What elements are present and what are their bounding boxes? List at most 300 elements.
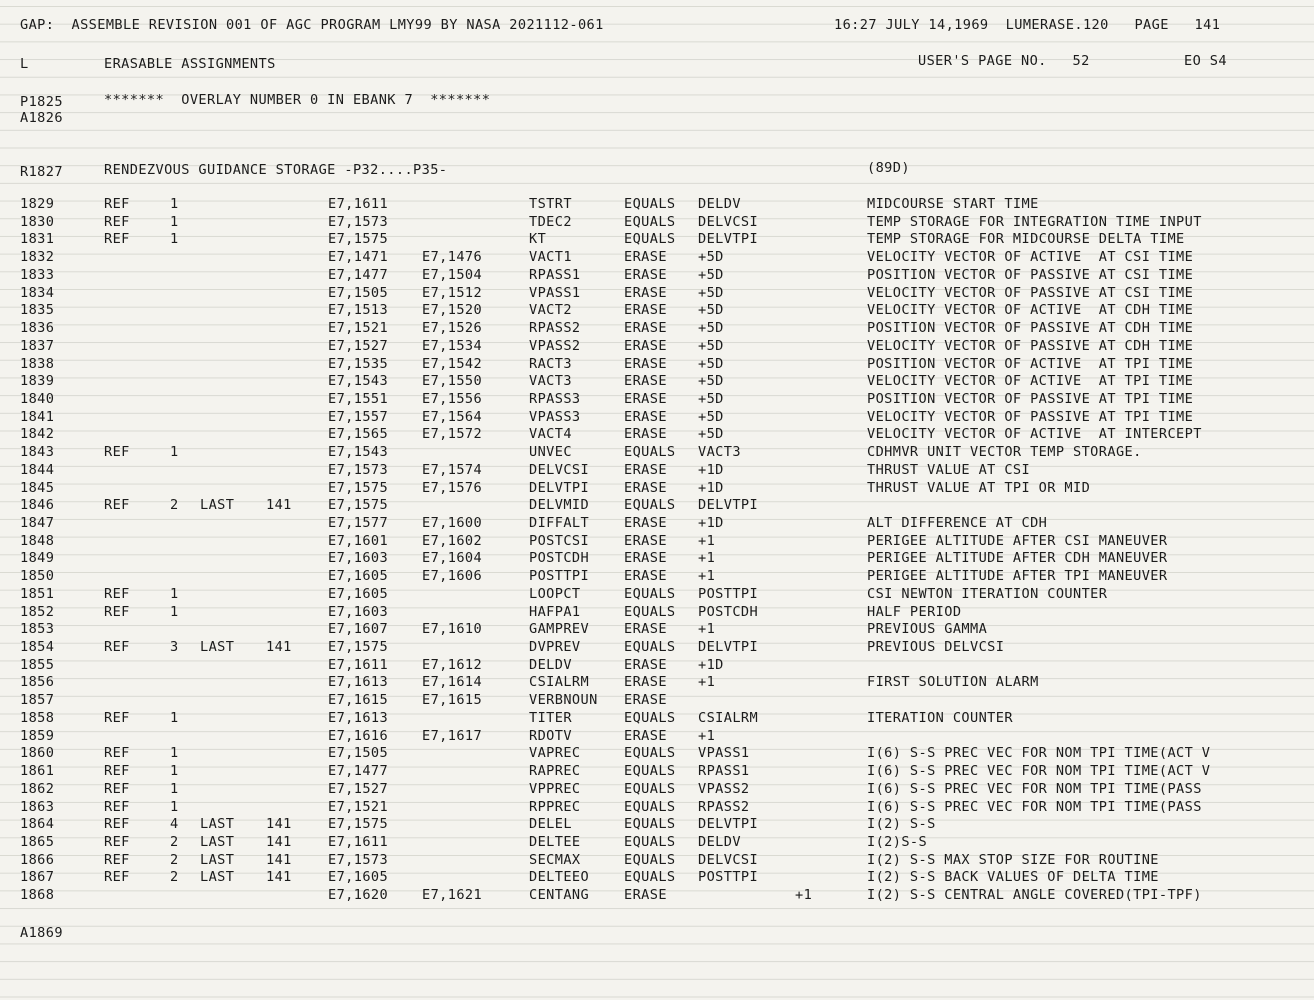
operand: +5D <box>698 320 724 336</box>
address-end: E7,1612 <box>422 656 483 673</box>
symbol-name: VPASS3 <box>529 408 581 425</box>
comment: VELOCITY VECTOR OF ACTIVE AT CSI TIME <box>867 249 1194 266</box>
address-start: E7,1603 <box>328 550 389 567</box>
comment: PERIGEE ALTITUDE AFTER TPI MANEUVER <box>867 568 1168 585</box>
comment: I(6) S-S PREC VEC FOR NOM TPI TIME(ACT V <box>867 745 1211 762</box>
operand: +5D <box>698 390 724 407</box>
symbol-name: POSTCDH <box>529 550 590 567</box>
section-size-note: (89D) <box>867 160 910 176</box>
ref-count: 1 <box>170 745 179 762</box>
ref-keyword: REF <box>104 851 130 868</box>
line-number: 1847 <box>20 515 55 531</box>
symbol-name: POSTCSI <box>529 532 590 549</box>
address-start: E7,1613 <box>328 674 389 691</box>
line-number: 1850 <box>20 568 55 585</box>
address-start: E7,1613 <box>328 709 389 726</box>
line-number: 1863 <box>20 798 55 815</box>
comment: ITERATION COUNTER <box>867 709 1013 726</box>
operation: EQUALS <box>624 763 676 779</box>
ref-count: 1 <box>170 709 179 726</box>
table-row <box>0 285 1314 303</box>
address-end: E7,1610 <box>422 621 483 638</box>
header-date-page: 16:27 JULY 14,1969 LUMERASE.120 PAGE 141 <box>834 17 1221 33</box>
symbol-name: VACT1 <box>529 249 572 266</box>
comment: I(6) S-S PREC VEC FOR NOM TPI TIME(ACT V <box>867 763 1211 779</box>
symbol-name: UNVEC <box>529 444 572 461</box>
operation: EQUALS <box>624 497 676 514</box>
comment: I(2) S-S <box>867 816 936 833</box>
table-row <box>0 550 1314 568</box>
symbol-name: CENTANG <box>529 887 590 904</box>
table-row <box>0 426 1314 444</box>
symbol-name: DELEL <box>529 816 572 833</box>
operand: +1 <box>698 568 716 585</box>
comment: POSITION VECTOR OF ACTIVE AT TPI TIME <box>867 355 1194 372</box>
symbol-name: RACT3 <box>529 355 572 372</box>
line-number: 1841 <box>20 408 55 425</box>
comment: TEMP STORAGE FOR INTEGRATION TIME INPUT <box>867 213 1202 230</box>
line-number: 1844 <box>20 461 55 478</box>
last-page: 141 <box>266 497 292 514</box>
operation: ERASE <box>624 337 667 354</box>
operand: POSTTPI <box>698 585 759 602</box>
operand: DELVTPI <box>698 639 759 655</box>
operand: +5D <box>698 284 724 301</box>
operation: EQUALS <box>624 798 676 815</box>
table-row <box>0 604 1314 622</box>
operand: +5D <box>698 373 724 390</box>
operand: RPASS1 <box>698 763 750 779</box>
line-number: 1845 <box>20 479 55 496</box>
operation: ERASE <box>624 887 667 904</box>
section-title: ERASABLE ASSIGNMENTS <box>104 56 276 72</box>
address-end: E7,1556 <box>422 390 483 407</box>
symbol-name: DELDV <box>529 656 572 673</box>
line-number: 1860 <box>20 745 55 762</box>
operand: VACT3 <box>698 444 741 461</box>
comment: PREVIOUS GAMMA <box>867 621 988 638</box>
operation: EQUALS <box>624 851 676 868</box>
line-number: 1851 <box>20 585 55 602</box>
comment: CSI NEWTON ITERATION COUNTER <box>867 585 1108 602</box>
table-row <box>0 480 1314 498</box>
line-number: 1838 <box>20 355 55 372</box>
operand: +5D <box>698 302 724 319</box>
symbol-name: VAPREC <box>529 745 581 762</box>
table-row <box>0 462 1314 480</box>
operation: ERASE <box>624 621 667 638</box>
comment: POSITION VECTOR OF PASSIVE AT CDH TIME <box>867 320 1194 336</box>
symbol-name: VPPREC <box>529 780 581 797</box>
table-row <box>0 657 1314 675</box>
address-start: E7,1573 <box>328 461 389 478</box>
address-end: E7,1526 <box>422 320 483 336</box>
operation: EQUALS <box>624 231 676 248</box>
symbol-name: DELVCSI <box>529 461 590 478</box>
table-row <box>0 869 1314 887</box>
operation: ERASE <box>624 408 667 425</box>
last-keyword: LAST <box>200 851 235 868</box>
last-keyword: LAST <box>200 639 235 655</box>
table-row <box>0 391 1314 409</box>
operand: +5D <box>698 337 724 354</box>
last-page: 141 <box>266 639 292 655</box>
operation: EQUALS <box>624 603 676 620</box>
line-number: 1834 <box>20 284 55 301</box>
operation: ERASE <box>624 373 667 390</box>
ref-count: 1 <box>170 603 179 620</box>
operand: CSIALRM <box>698 709 759 726</box>
symbol-name: RPASS1 <box>529 266 581 283</box>
address-end: E7,1512 <box>422 284 483 301</box>
comment: VELOCITY VECTOR OF PASSIVE AT TPI TIME <box>867 408 1194 425</box>
table-row <box>0 887 1314 905</box>
comment: ALT DIFFERENCE AT CDH <box>867 515 1048 531</box>
table-row <box>0 373 1314 391</box>
line-number: A1869 <box>20 925 63 941</box>
line-number: R1827 <box>20 164 63 180</box>
operand: +1 <box>698 532 716 549</box>
ref-keyword: REF <box>104 816 130 833</box>
operand: +1D <box>698 479 724 496</box>
address-start: E7,1605 <box>328 585 389 602</box>
operation: EQUALS <box>624 833 676 850</box>
address-end: E7,1542 <box>422 355 483 372</box>
ref-keyword: REF <box>104 763 130 779</box>
ref-count: 2 <box>170 833 179 850</box>
operand: +5D <box>698 355 724 372</box>
table-row <box>0 231 1314 249</box>
line-number: 1855 <box>20 656 55 673</box>
line-number: A1826 <box>20 110 63 126</box>
operation: ERASE <box>624 568 667 585</box>
symbol-name: DELTEE <box>529 833 581 850</box>
line-number: 1831 <box>20 231 55 248</box>
address-end: E7,1476 <box>422 249 483 266</box>
address-start: E7,1521 <box>328 320 389 336</box>
operation: ERASE <box>624 674 667 691</box>
operand: DELVCSI <box>698 213 759 230</box>
address-start: E7,1513 <box>328 302 389 319</box>
address-end: E7,1615 <box>422 692 483 709</box>
line-number: 1836 <box>20 320 55 336</box>
symbol-name: DELTEEO <box>529 869 590 886</box>
operation: ERASE <box>624 479 667 496</box>
line-number: 1862 <box>20 780 55 797</box>
line-number: 1846 <box>20 497 55 514</box>
operation: ERASE <box>624 249 667 266</box>
comment: THRUST VALUE AT TPI OR MID <box>867 479 1091 496</box>
operation: EQUALS <box>624 745 676 762</box>
symbol-name: CSIALRM <box>529 674 590 691</box>
operand: +1 <box>698 621 716 638</box>
symbol-name: DELVMID <box>529 497 590 514</box>
symbol-name: TDEC2 <box>529 213 572 230</box>
address-end: E7,1617 <box>422 727 483 744</box>
last-page: 141 <box>266 816 292 833</box>
table-row <box>0 639 1314 657</box>
comment: TEMP STORAGE FOR MIDCOURSE DELTA TIME <box>867 231 1185 248</box>
comment: PERIGEE ALTITUDE AFTER CDH MANEUVER <box>867 550 1168 567</box>
operation: ERASE <box>624 302 667 319</box>
line-number: 1865 <box>20 833 55 850</box>
table-row <box>0 568 1314 586</box>
operation: ERASE <box>624 461 667 478</box>
operation: ERASE <box>624 390 667 407</box>
comment: I(6) S-S PREC VEC FOR NOM TPI TIME(PASS <box>867 798 1202 815</box>
ref-keyword: REF <box>104 444 130 461</box>
ref-keyword: REF <box>104 196 130 212</box>
table-row <box>0 763 1314 781</box>
ref-count: 1 <box>170 444 179 461</box>
table-row <box>0 728 1314 746</box>
symbol-name: DELVTPI <box>529 479 590 496</box>
ref-count: 1 <box>170 196 179 212</box>
ref-keyword: REF <box>104 231 130 248</box>
symbol-name: GAMPREV <box>529 621 590 638</box>
operand: DELVTPI <box>698 497 759 514</box>
operand: DELDV <box>698 833 741 850</box>
address-start: E7,1575 <box>328 479 389 496</box>
comment: PERIGEE ALTITUDE AFTER CSI MANEUVER <box>867 532 1168 549</box>
operand: VPASS2 <box>698 780 750 797</box>
operand: DELVCSI <box>698 851 759 868</box>
table-row <box>0 710 1314 728</box>
operand: +1D <box>698 461 724 478</box>
symbol-name: TITER <box>529 709 572 726</box>
ref-keyword: REF <box>104 603 130 620</box>
operation: ERASE <box>624 550 667 567</box>
ref-keyword: REF <box>104 869 130 886</box>
comment: I(6) S-S PREC VEC FOR NOM TPI TIME(PASS <box>867 780 1202 797</box>
symbol-name: VACT3 <box>529 373 572 390</box>
line-number: 1843 <box>20 444 55 461</box>
address-end: E7,1574 <box>422 461 483 478</box>
comment: HALF PERIOD <box>867 603 962 620</box>
operation: ERASE <box>624 656 667 673</box>
comment: I(2) S-S CENTRAL ANGLE COVERED(TPI-TPF) <box>867 887 1202 904</box>
address-start: E7,1605 <box>328 568 389 585</box>
operand: +1 <box>698 727 716 744</box>
operation: ERASE <box>624 692 667 709</box>
page-code: EO S4 <box>1184 53 1227 69</box>
header-assembly-line: GAP: ASSEMBLE REVISION 001 OF AGC PROGRAM LMY99 BY NASA 2021112-061 <box>20 17 604 33</box>
comment: FIRST SOLUTION ALARM <box>867 674 1039 691</box>
table-row <box>0 214 1314 232</box>
ref-count: 1 <box>170 231 179 248</box>
operation: ERASE <box>624 320 667 336</box>
address-start: E7,1603 <box>328 603 389 620</box>
operation: ERASE <box>624 532 667 549</box>
address-end: E7,1564 <box>422 408 483 425</box>
operation: ERASE <box>624 426 667 443</box>
line-number: 1864 <box>20 816 55 833</box>
address-start: E7,1611 <box>328 833 389 850</box>
comment: VELOCITY VECTOR OF ACTIVE AT CDH TIME <box>867 302 1194 319</box>
ref-keyword: REF <box>104 585 130 602</box>
overlay-banner: ******* OVERLAY NUMBER 0 IN EBANK 7 ******* <box>104 92 491 108</box>
ref-count: 3 <box>170 639 179 655</box>
ref-keyword: REF <box>104 745 130 762</box>
address-start: E7,1573 <box>328 851 389 868</box>
address-start: E7,1577 <box>328 515 389 531</box>
users-page-number: USER'S PAGE NO. 52 <box>918 53 1090 69</box>
operation: ERASE <box>624 284 667 301</box>
address-end: E7,1606 <box>422 568 483 585</box>
comment: I(2) S-S BACK VALUES OF DELTA TIME <box>867 869 1159 886</box>
address-start: E7,1557 <box>328 408 389 425</box>
address-end: E7,1520 <box>422 302 483 319</box>
operand: +5D <box>698 426 724 443</box>
address-start: E7,1605 <box>328 869 389 886</box>
address-start: E7,1543 <box>328 444 389 461</box>
comment: MIDCOURSE START TIME <box>867 196 1039 212</box>
line-number: 1868 <box>20 887 55 904</box>
ref-keyword: REF <box>104 709 130 726</box>
table-row <box>0 515 1314 533</box>
address-start: E7,1543 <box>328 373 389 390</box>
line-number: 1837 <box>20 337 55 354</box>
address-start: E7,1620 <box>328 887 389 904</box>
ref-keyword: REF <box>104 213 130 230</box>
address-start: E7,1527 <box>328 337 389 354</box>
address-start: E7,1601 <box>328 532 389 549</box>
operand: DELDV <box>698 196 741 212</box>
operand: +1D <box>698 515 724 531</box>
comment: THRUST VALUE AT CSI <box>867 461 1031 478</box>
address-end: E7,1604 <box>422 550 483 567</box>
line-number: 1840 <box>20 390 55 407</box>
address-start: E7,1505 <box>328 745 389 762</box>
ref-count: 1 <box>170 763 179 779</box>
comment: POSITION VECTOR OF PASSIVE AT CSI TIME <box>867 266 1194 283</box>
address-start: E7,1615 <box>328 692 389 709</box>
comment: POSITION VECTOR OF PASSIVE AT TPI TIME <box>867 390 1194 407</box>
table-row <box>0 356 1314 374</box>
symbol-name: KT <box>529 231 547 248</box>
symbol-name: VPASS2 <box>529 337 581 354</box>
storage-section-title: RENDEZVOUS GUIDANCE STORAGE -P32....P35- <box>104 162 448 178</box>
table-row <box>0 621 1314 639</box>
symbol-name: DIFFALT <box>529 515 590 531</box>
comment: I(2) S-S MAX STOP SIZE FOR ROUTINE <box>867 851 1159 868</box>
symbol-name: VPASS1 <box>529 284 581 301</box>
address-start: E7,1575 <box>328 231 389 248</box>
symbol-name: LOOPCT <box>529 585 581 602</box>
symbol-name: RAPREC <box>529 763 581 779</box>
line-number: 1849 <box>20 550 55 567</box>
address-start: E7,1575 <box>328 639 389 655</box>
address-start: E7,1477 <box>328 763 389 779</box>
table-row <box>0 320 1314 338</box>
line-number: 1848 <box>20 532 55 549</box>
operand: VPASS1 <box>698 745 750 762</box>
ref-keyword: REF <box>104 497 130 514</box>
operation: EQUALS <box>624 709 676 726</box>
operand: +1 <box>698 550 716 567</box>
operation: EQUALS <box>624 196 676 212</box>
comment: I(2)S-S <box>867 833 928 850</box>
address-start: E7,1616 <box>328 727 389 744</box>
operation: ERASE <box>624 355 667 372</box>
symbol-name: VACT2 <box>529 302 572 319</box>
operation: ERASE <box>624 266 667 283</box>
last-keyword: LAST <box>200 869 235 886</box>
operation: EQUALS <box>624 213 676 230</box>
ref-keyword: REF <box>104 833 130 850</box>
operand: DELVTPI <box>698 231 759 248</box>
comment: VELOCITY VECTOR OF ACTIVE AT INTERCEPT <box>867 426 1202 443</box>
table-row <box>0 816 1314 834</box>
comment: VELOCITY VECTOR OF PASSIVE AT CDH TIME <box>867 337 1194 354</box>
operation: EQUALS <box>624 780 676 797</box>
ref-count: 2 <box>170 497 179 514</box>
ref-count: 1 <box>170 585 179 602</box>
last-keyword: LAST <box>200 497 235 514</box>
ref-keyword: REF <box>104 780 130 797</box>
line-number: 1830 <box>20 213 55 230</box>
ref-count: 2 <box>170 851 179 868</box>
ref-count: 1 <box>170 780 179 797</box>
line-number: 1866 <box>20 851 55 868</box>
table-row <box>0 338 1314 356</box>
line-number: 1852 <box>20 603 55 620</box>
line-number: 1856 <box>20 674 55 691</box>
table-row <box>0 302 1314 320</box>
symbol-name: HAFPA1 <box>529 603 581 620</box>
line-mark: L <box>20 56 29 72</box>
operand: POSTTPI <box>698 869 759 886</box>
table-row <box>0 745 1314 763</box>
table-row <box>0 196 1314 214</box>
symbol-name: VACT4 <box>529 426 572 443</box>
comment: PREVIOUS DELVCSI <box>867 639 1005 655</box>
table-row <box>0 267 1314 285</box>
line-number: 1858 <box>20 709 55 726</box>
address-end: E7,1614 <box>422 674 483 691</box>
symbol-name: TSTRT <box>529 196 572 212</box>
address-start: E7,1471 <box>328 249 389 266</box>
table-row <box>0 834 1314 852</box>
address-end: E7,1602 <box>422 532 483 549</box>
operation: EQUALS <box>624 444 676 461</box>
address-end: E7,1534 <box>422 337 483 354</box>
operation: EQUALS <box>624 869 676 886</box>
address-start: E7,1565 <box>328 426 389 443</box>
address-end: E7,1572 <box>422 426 483 443</box>
line-number: 1853 <box>20 621 55 638</box>
address-start: E7,1575 <box>328 816 389 833</box>
table-row <box>0 674 1314 692</box>
address-end: E7,1550 <box>422 373 483 390</box>
operand-offset: +1 <box>795 887 813 904</box>
ref-count: 4 <box>170 816 179 833</box>
line-number: 1867 <box>20 869 55 886</box>
address-start: E7,1551 <box>328 390 389 407</box>
ref-keyword: REF <box>104 798 130 815</box>
symbol-name: SECMAX <box>529 851 581 868</box>
operand: POSTCDH <box>698 603 759 620</box>
table-row <box>0 799 1314 817</box>
address-start: E7,1573 <box>328 213 389 230</box>
symbol-name: RPPREC <box>529 798 581 815</box>
comment: VELOCITY VECTOR OF PASSIVE AT CSI TIME <box>867 284 1194 301</box>
table-row <box>0 781 1314 799</box>
operation: ERASE <box>624 727 667 744</box>
ref-count: 1 <box>170 213 179 230</box>
table-row <box>0 249 1314 267</box>
symbol-name: RPASS2 <box>529 320 581 336</box>
